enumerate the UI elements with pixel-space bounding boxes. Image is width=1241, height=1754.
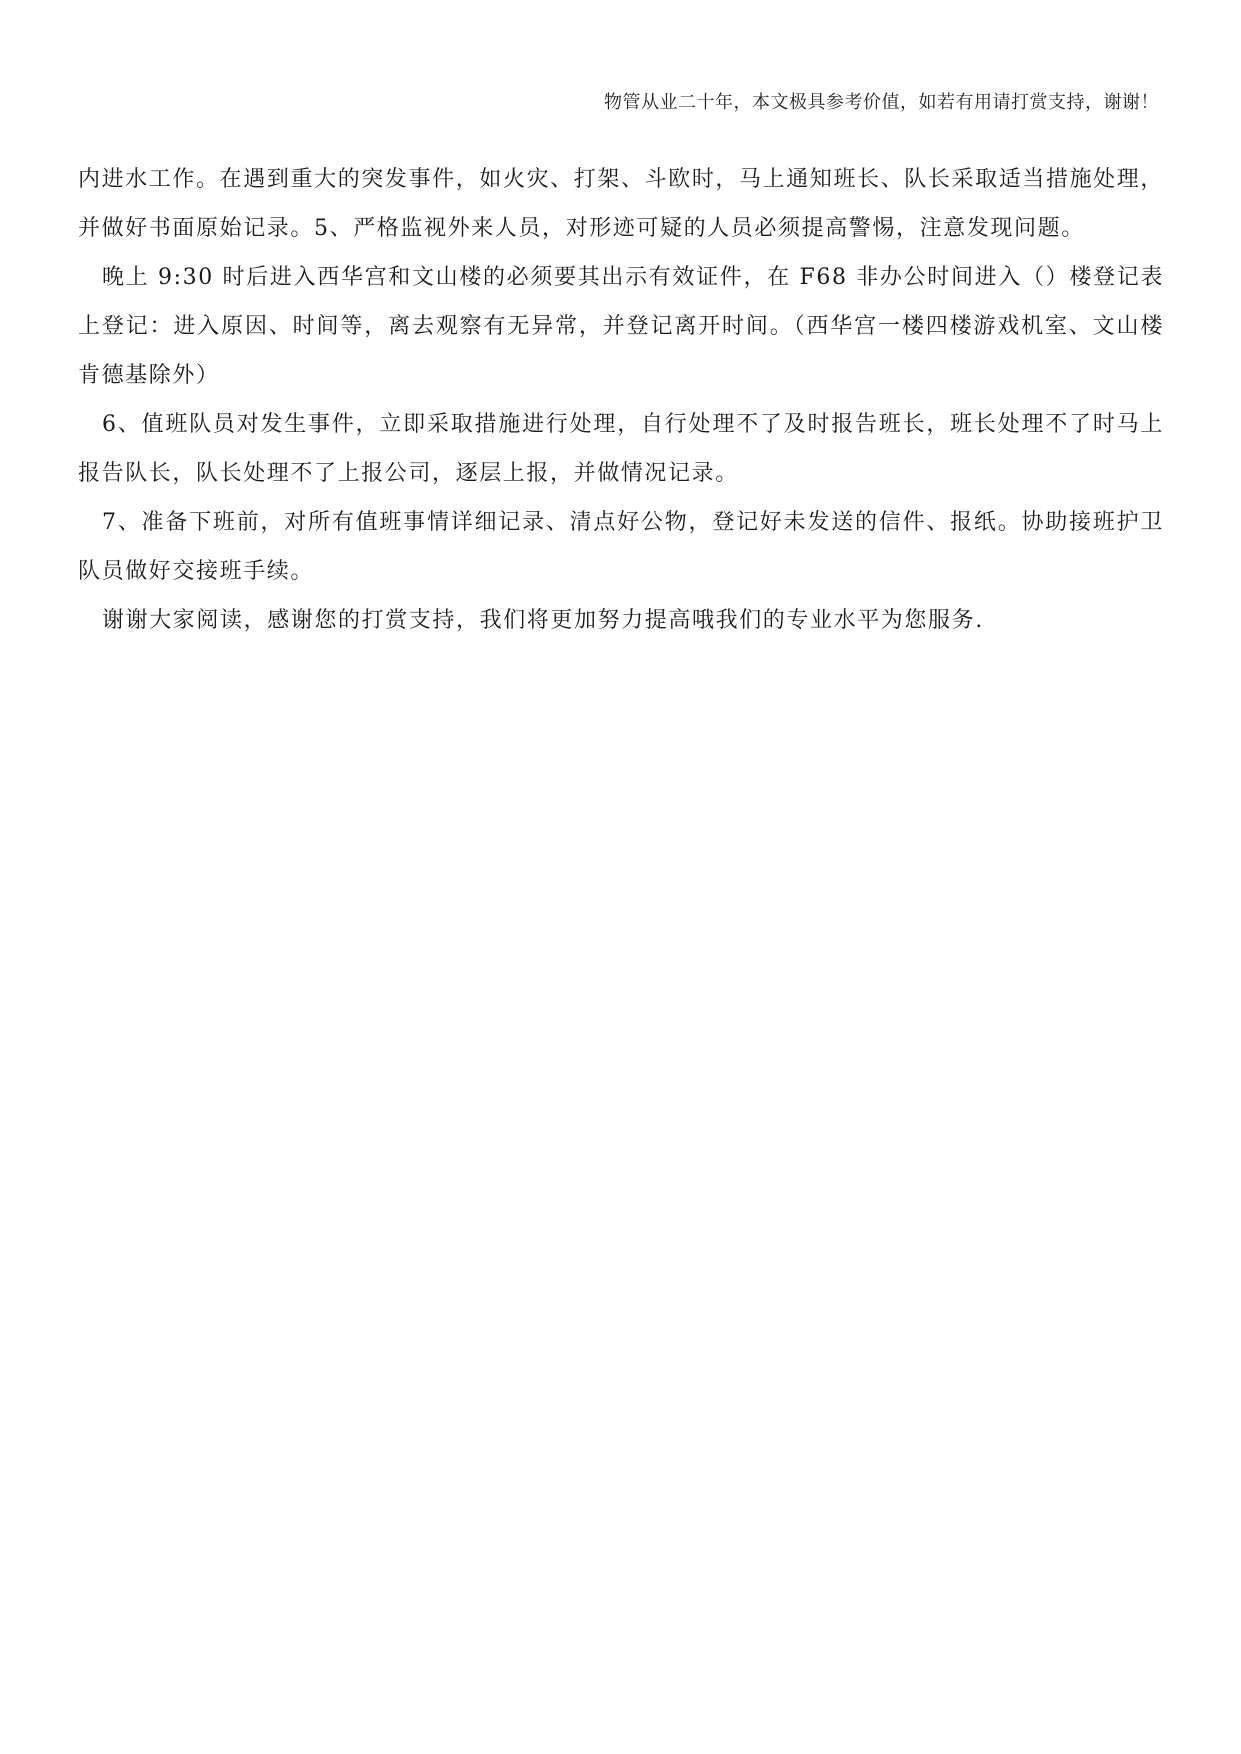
paragraph-1: 内进水工作。在遇到重大的突发事件，如火灾、打架、斗欧时，马上通知班长、队长采取适当措施处理，并做好书面原始记录。5、严格监视外来人员，对形迹可疑的人员必须提高警惕，注意发现问题。 bbox=[78, 167, 1164, 241]
paragraph-2: 晚上 9:30 时后进入西华宫和文山楼的必须要其出示有效证件，在 F68 非办公时间进入（）楼登记表上登记：进入原因、时间等，离去观察有无异常，并登记离开时间。（西华宫一楼四楼游戏机室、文山楼肯德基除外） bbox=[78, 265, 1164, 388]
page-header-note: 物管从业二十年，本文极具参考价值，如若有用请打赏支持，谢谢！ bbox=[604, 92, 1159, 113]
paragraph-4: 7、准备下班前，对所有值班事情详细记录、清点好公物，登记好未发送的信件、报纸。协助接班护卫队员做好交接班手续。 bbox=[78, 510, 1164, 584]
paragraph-3: 6、值班队员对发生事件，立即采取措施进行处理，自行处理不了及时报告班长，班长处理不了时马上报告队长，队长处理不了上报公司，逐层上报，并做情况记录。 bbox=[78, 412, 1164, 486]
paragraph-5: 谢谢大家阅读，感谢您的打赏支持，我们将更加努力提高哦我们的专业水平为您服务. bbox=[102, 608, 984, 633]
document-body bbox=[78, 155, 1164, 645]
